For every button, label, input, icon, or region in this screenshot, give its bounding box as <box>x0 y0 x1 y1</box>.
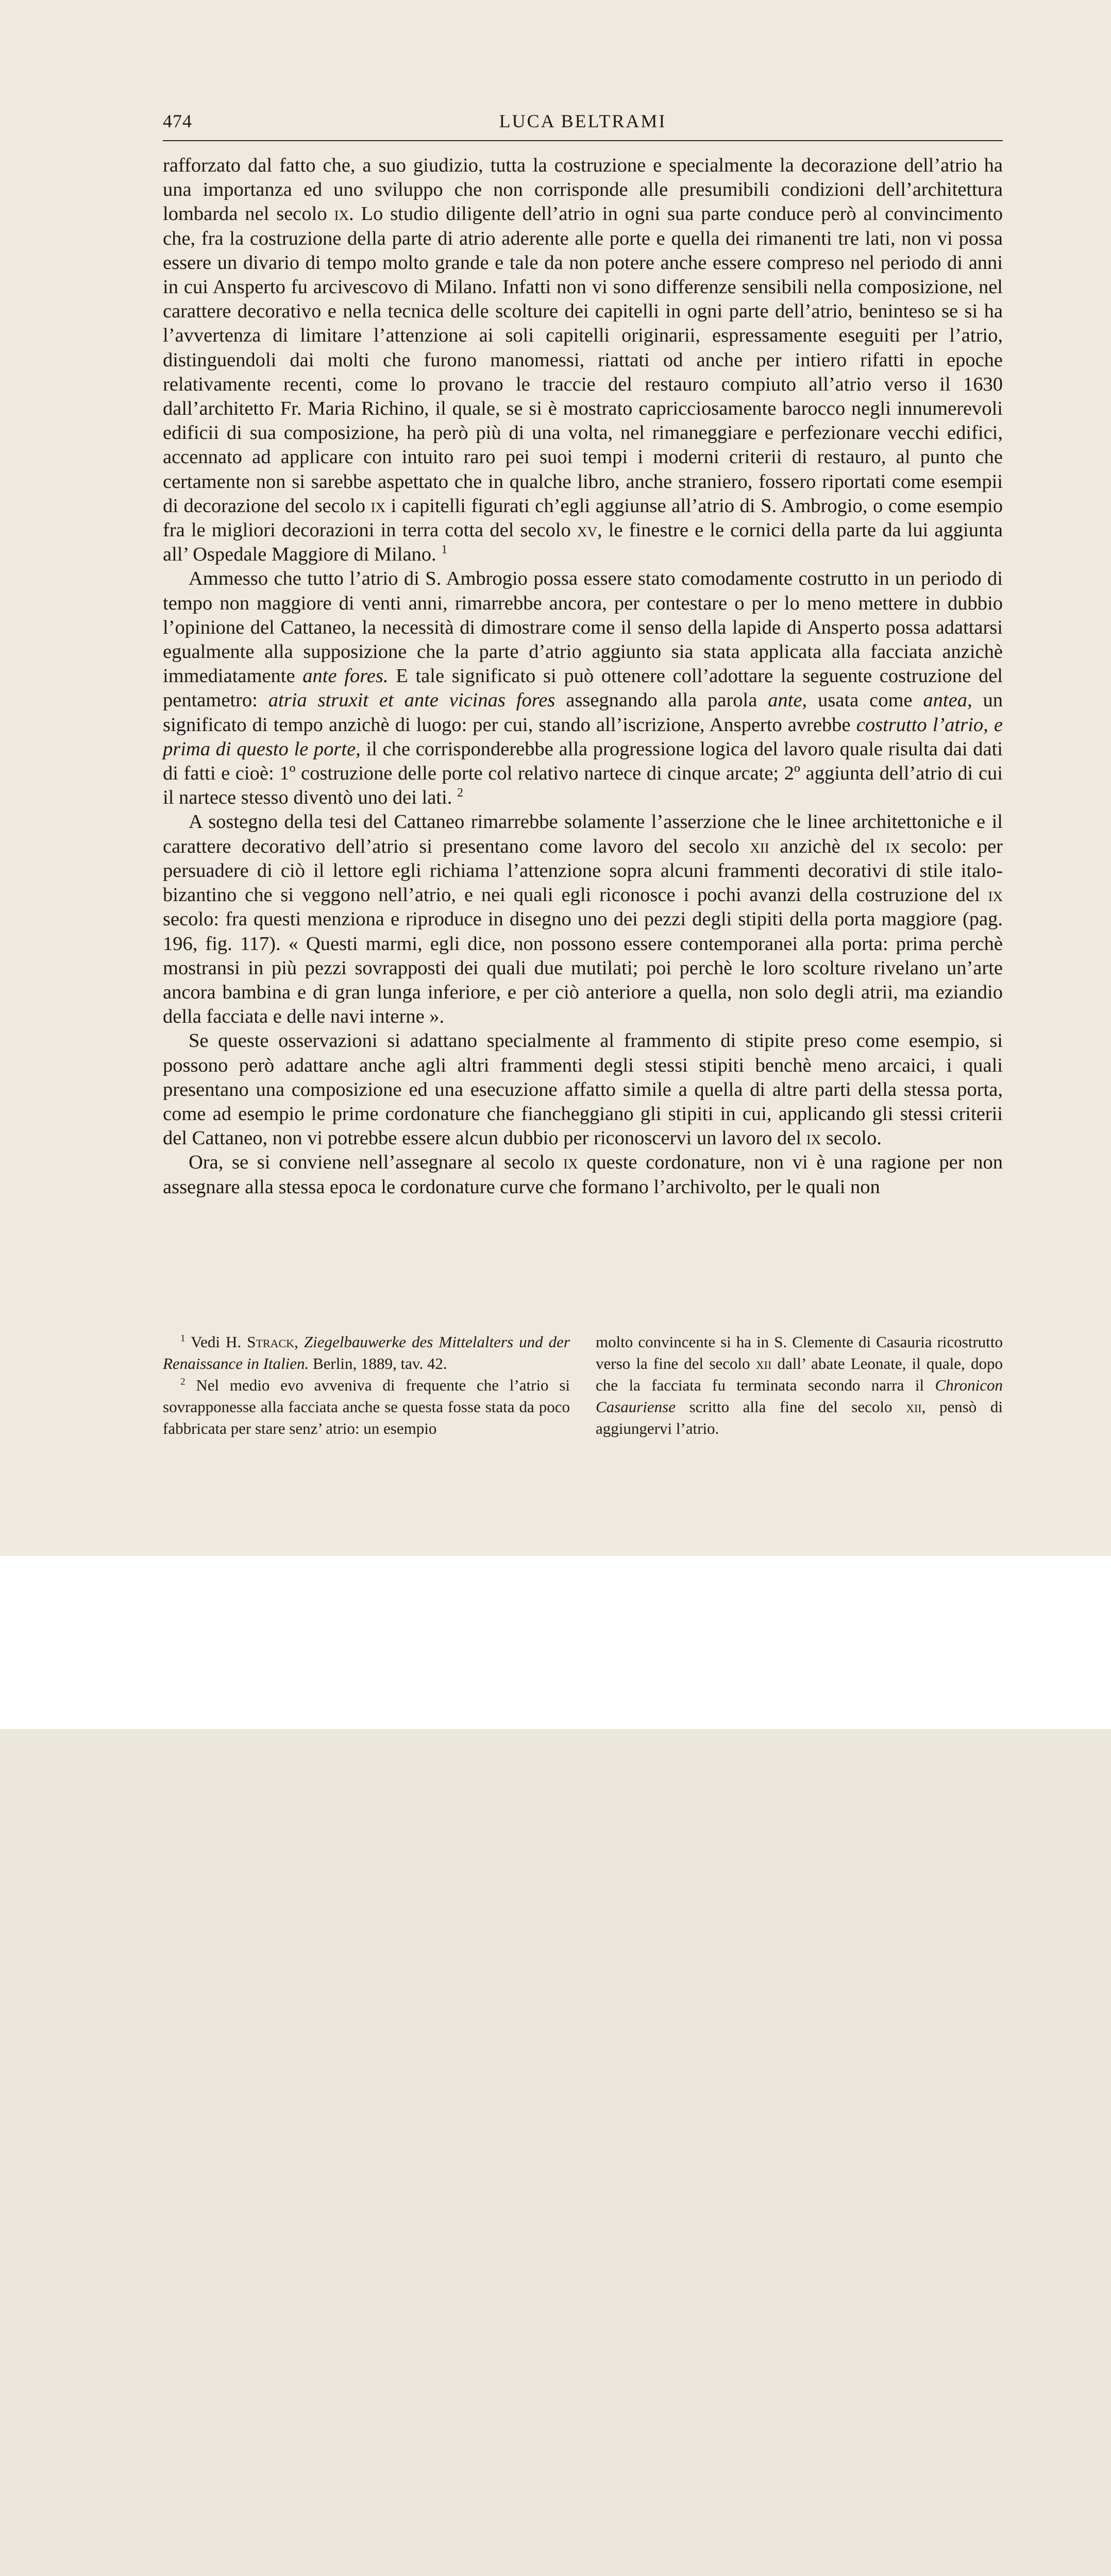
page-header <box>163 110 1003 141</box>
paragraph: rafforzato dal fatto che, a suo giudizio, tutta la costruzione e specialmente la decorazione dell’atrio ha una importanza ed uno sviluppo che non corrisponde alle presumibili condizioni dell’architettura lombarda nel secolo ix. Lo studio diligente dell’atrio in ogni sua parte conduce però al convincimento che, fra la costruzione della parte di atrio aderente alle porte e quella dei rimanenti tre lati, non vi possa essere un divario di tempo molto grande e tale da non potere anche essere compreso nel periodo di anni in cui Ansperto fu arcivescovo di Milano. Infatti non vi sono differenze sensibili nella composizione, nel carattere decorativo e nella tecnica delle scolture dei capitelli in ogni parte dell’atrio, beninteso se si ha l’avvertenza di limitare l’attenzione ai soli capitelli originarii, espressamente eseguiti per l’atrio, distinguendoli dai molti che furono manomessi, riattati od anche per intiero rifatti in epoche relativamente recenti, come lo provano le traccie del restauro compiuto all’atrio verso il 1630 dall’architetto Fr. Maria Richino, il quale, se si è mostrato capricciosamente barocco negli innumerevoli edificii di sua composizione, ha però più di una volta, nel rimaneggiare e perfezionare vecchi edifici, accennato ad applicare con intuito raro pei suoi tempi i moderni criterii di restauro, al punto che certamente non si sarebbe aspettato che in qualche libro, anche straniero, fossero riportati come esempii di decorazione del secolo ix i capitelli figurati ch’egli aggiunse all’atrio di S. Ambrogio, o come esempio fra le migliori decorazioni in terra cotta del secolo xv, le finestre e le cornici della parte da lui aggiunta all’ Ospedale Maggiore di Milano. $^1$ <box>163 155 1003 566</box>
footnote-ref: 1 <box>441 543 448 557</box>
header-rule <box>163 140 1003 141</box>
footnotes <box>163 1331 1003 1439</box>
running-title: LUCA BELTRAMI <box>499 111 667 131</box>
paragraph: A sostegno della tesi del Cattaneo rimarrebbe solamente l’asserzione che le linee architettoniche e il carattere decorativo dell’atrio si presentano come lavoro del secolo xii anzichè del ix secolo: per persuadere di ciò il lettore egli richiama l’attenzione sopra alcuni frammenti decorativi di stile italo-bizantino che si veggono nell’atrio, e nei quali egli riconosce i pochi avanzi della costruzione del ix secolo: fra questi menziona e riproduce in disegno uno dei pezzi degli stipiti della porta maggiore (pag. 196, fig. 117). « Questi marmi, egli dice, non possono essere contemporanei alla porta: prima perchè mostransi in più pezzi sovrapposti dei quali due mutilati; poi perchè le loro scolture rivelano un’arte ancora bambina e di gran lunga inferiore, e per ciò anteriore a quella, non solo degli atrii, ma eziandio della facciata e delle navi interne ». <box>163 811 1003 1028</box>
footnote-ref: 2 <box>457 786 463 800</box>
body-text <box>163 154 1003 1199</box>
footnote-column-left <box>163 1331 570 1439</box>
paragraph: Ammesso che tutto l’atrio di S. Ambrogio possa essere stato comodamente costrutto in un periodo di tempo non maggiore di venti anni, rimarrebbe ancora, per contestare o per lo meno mettere in dubbio l’opinione del Cattaneo, la necessità di dimostrare come il senso della lapide di Ansperto possa adattarsi egualmente alla supposizione che la parte d’atrio aggiunto sia stata applicata alla facciata anzichè immediatamente ante fores. E tale significato si può ottenere coll’adottare la seguente costruzione del pentametro: atria struxit et ante vicinas fores assegnando alla parola ante, usata come antea, un significato di tempo anzichè di luogo: per cui, stando all’iscrizione, Ansperto avrebbe costrutto l’atrio, e prima di questo le porte, il che corrisponderebbe alla progressione logica del lavoro quale risulta dai dati di fatti e cioè: 1º costruzione delle porte col relativo nartece di cinque arcate; 2º aggiunta dell’atrio di cui il nartece stesso diventò uno dei lati. $^2$ <box>163 568 1003 809</box>
footnote-2: $^2$ Nel medio evo avveniva di frequente che l’atrio si sovrapponesse alla facciata anche se questa fosse stata da poco fabbricata per stare senz’ atrio: un esempio <box>163 1376 570 1437</box>
page-number: 474 <box>163 111 192 131</box>
footnote-column-right <box>596 1331 1003 1439</box>
paragraph: Ora, se si conviene nell’assegnare al secolo ix queste cordonature, non vi è una ragione per non assegnare alla stessa epoca le cordonature curve che formano l’archivolto, per le quali non <box>163 1151 1003 1198</box>
footnote-1: $^1$ Vedi H. Strack, Ziegelbauwerke des Mittelalters und der Renaissance in Italien. Berlin, 1889, tav. 42. <box>163 1333 570 1372</box>
footnote-2-continued: molto convincente si ha in S. Clemente di Casauria ricostrutto verso la fine del secolo xii dall’ abate Leonate, il quale, dopo che la facciata fu terminata secondo narra il Chronicon Casauriense scritto alla fine del secolo xii, pensò di aggiungervi l’atrio. <box>596 1333 1003 1437</box>
viewer-footer <box>0 1556 1111 1729</box>
paragraph: Se queste osservazioni si adattano specialmente al frammento di stipite preso come esempio, si possono però adattare anche agli altri frammenti degli stessi stipiti benchè meno arcaici, i quali presentano una composizione ed una esecuzione affatto simile a quella di altre parti della stessa porta, come ad esempio le prime cordonature che fiancheggiano gli stipiti in cui, applicando gli stessi criterii del Cattaneo, non vi potrebbe essere alcun dubbio per riconoscervi un lavoro del ix secolo. <box>163 1030 1003 1149</box>
